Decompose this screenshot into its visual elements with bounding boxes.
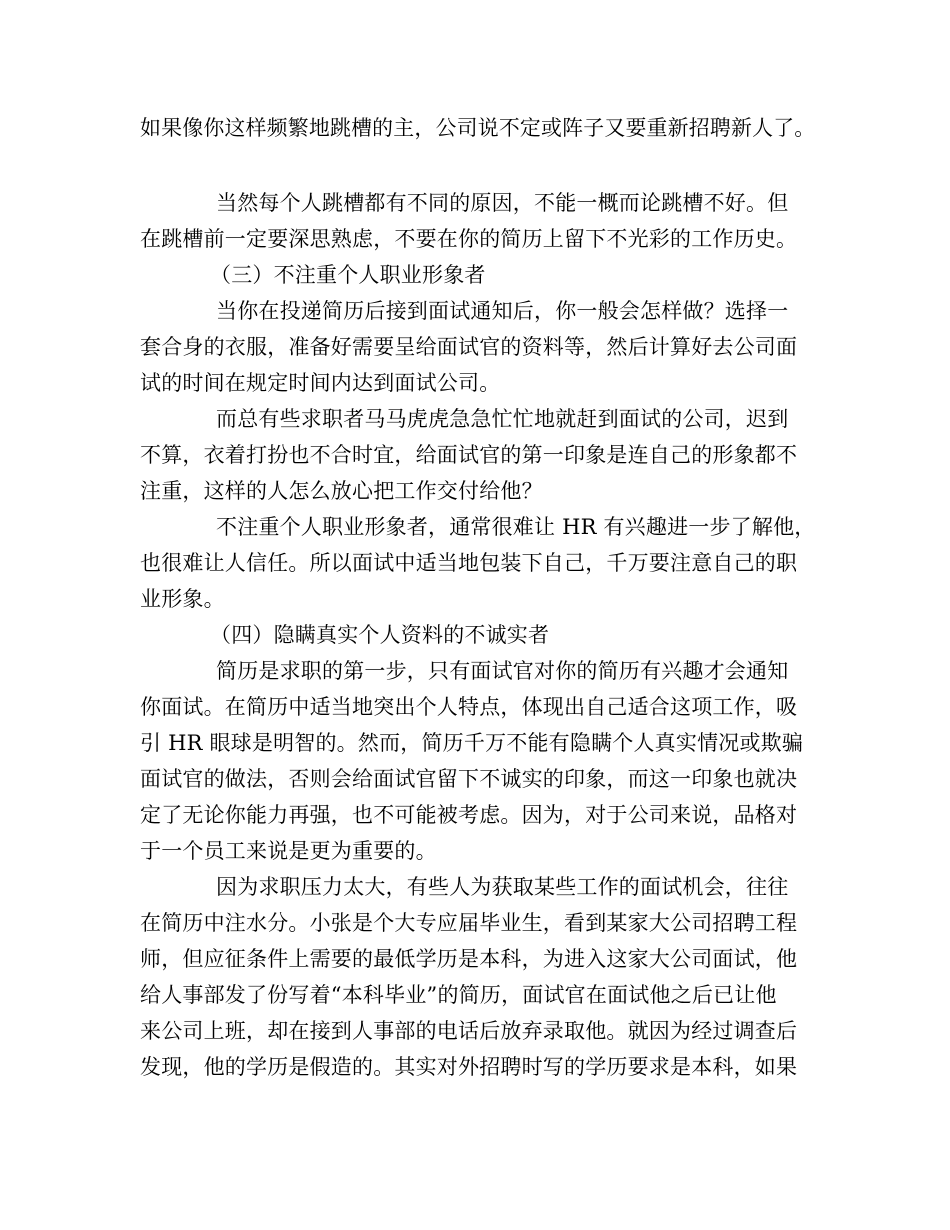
body-text-line: 当你在投递简历后接到面试通知后，你一般会怎样做？选择一 — [216, 299, 789, 323]
body-text-line: 当然每个人跳槽都有不同的原因，不能一概而论跳槽不好。但 — [216, 191, 789, 215]
body-text-line: 注重，这样的人怎么放心把工作交付给他？ — [140, 479, 543, 503]
section-heading: （四）隐瞒真实个人资料的不诚实者 — [210, 623, 550, 647]
body-text-line: 套合身的衣服，准备好需要呈给面试官的资料等，然后计算好去公司面 — [140, 335, 798, 359]
body-text-line: 引 HR 眼球是明智的。然而，简历千万不能有隐瞒个人真实情况或欺骗 — [140, 731, 804, 755]
body-text-line: 师，但应征条件上需要的最低学历是本科，为进入这家大公司面试，他 — [140, 947, 798, 971]
body-text-line: 面试官的做法，否则会给面试官留下不诚实的印象，而这一印象也就决 — [140, 767, 798, 791]
body-text-line: 不注重个人职业形象者，通常很难让 HR 有兴趣进一步了解他， — [216, 515, 816, 539]
section-heading: （三）不注重个人职业形象者 — [210, 263, 486, 287]
body-text-line: 发现，他的学历是假造的。其实对外招聘时写的学历要求是本科，如果 — [140, 1055, 798, 1079]
body-text-line: 业形象。 — [140, 587, 225, 611]
body-text-line: 试的时间在规定时间内达到面试公司。 — [140, 371, 501, 395]
body-text-line: 而总有些求职者马马虎虎急急忙忙地就赶到面试的公司，迟到 — [216, 407, 789, 431]
body-text-line: 在简历中注水分。小张是个大专应届毕业生，看到某家大公司招聘工程 — [140, 911, 798, 935]
body-text-line: 如果像你这样频繁地跳槽的主，公司说不定或阵子又要重新招聘新人了。 — [140, 116, 816, 140]
body-text-line: 也很难让人信任。所以面试中适当地包装下自己，千万要注意自己的职 — [140, 551, 798, 575]
body-text-line: 简历是求职的第一步，只有面试官对你的简历有兴趣才会通知 — [216, 659, 789, 683]
body-text-line: 在跳槽前一定要深思熟虑，不要在你的简历上留下不光彩的工作历史。 — [140, 227, 798, 251]
body-text-line: 于一个员工来说是更为重要的。 — [140, 839, 437, 863]
body-text-line: 给人事部发了份写着“本科毕业”的简历，面试官在面试他之后已让他 — [140, 983, 777, 1007]
body-text-line: 定了无论你能力再强，也不可能被考虑。因为，对于公司来说，品格对 — [140, 803, 798, 827]
body-text-line: 因为求职压力太大，有些人为获取某些工作的面试机会，往往 — [216, 875, 789, 899]
body-text-line: 不算，衣着打扮也不合时宜，给面试官的第一印象是连自己的形象都不 — [140, 443, 798, 467]
body-text-line: 来公司上班，却在接到人事部的电话后放弃录取他。就因为经过调查后 — [140, 1019, 798, 1043]
body-text-line: 你面试。在简历中适当地突出个人特点，体现出自己适合这项工作，吸 — [140, 695, 798, 719]
